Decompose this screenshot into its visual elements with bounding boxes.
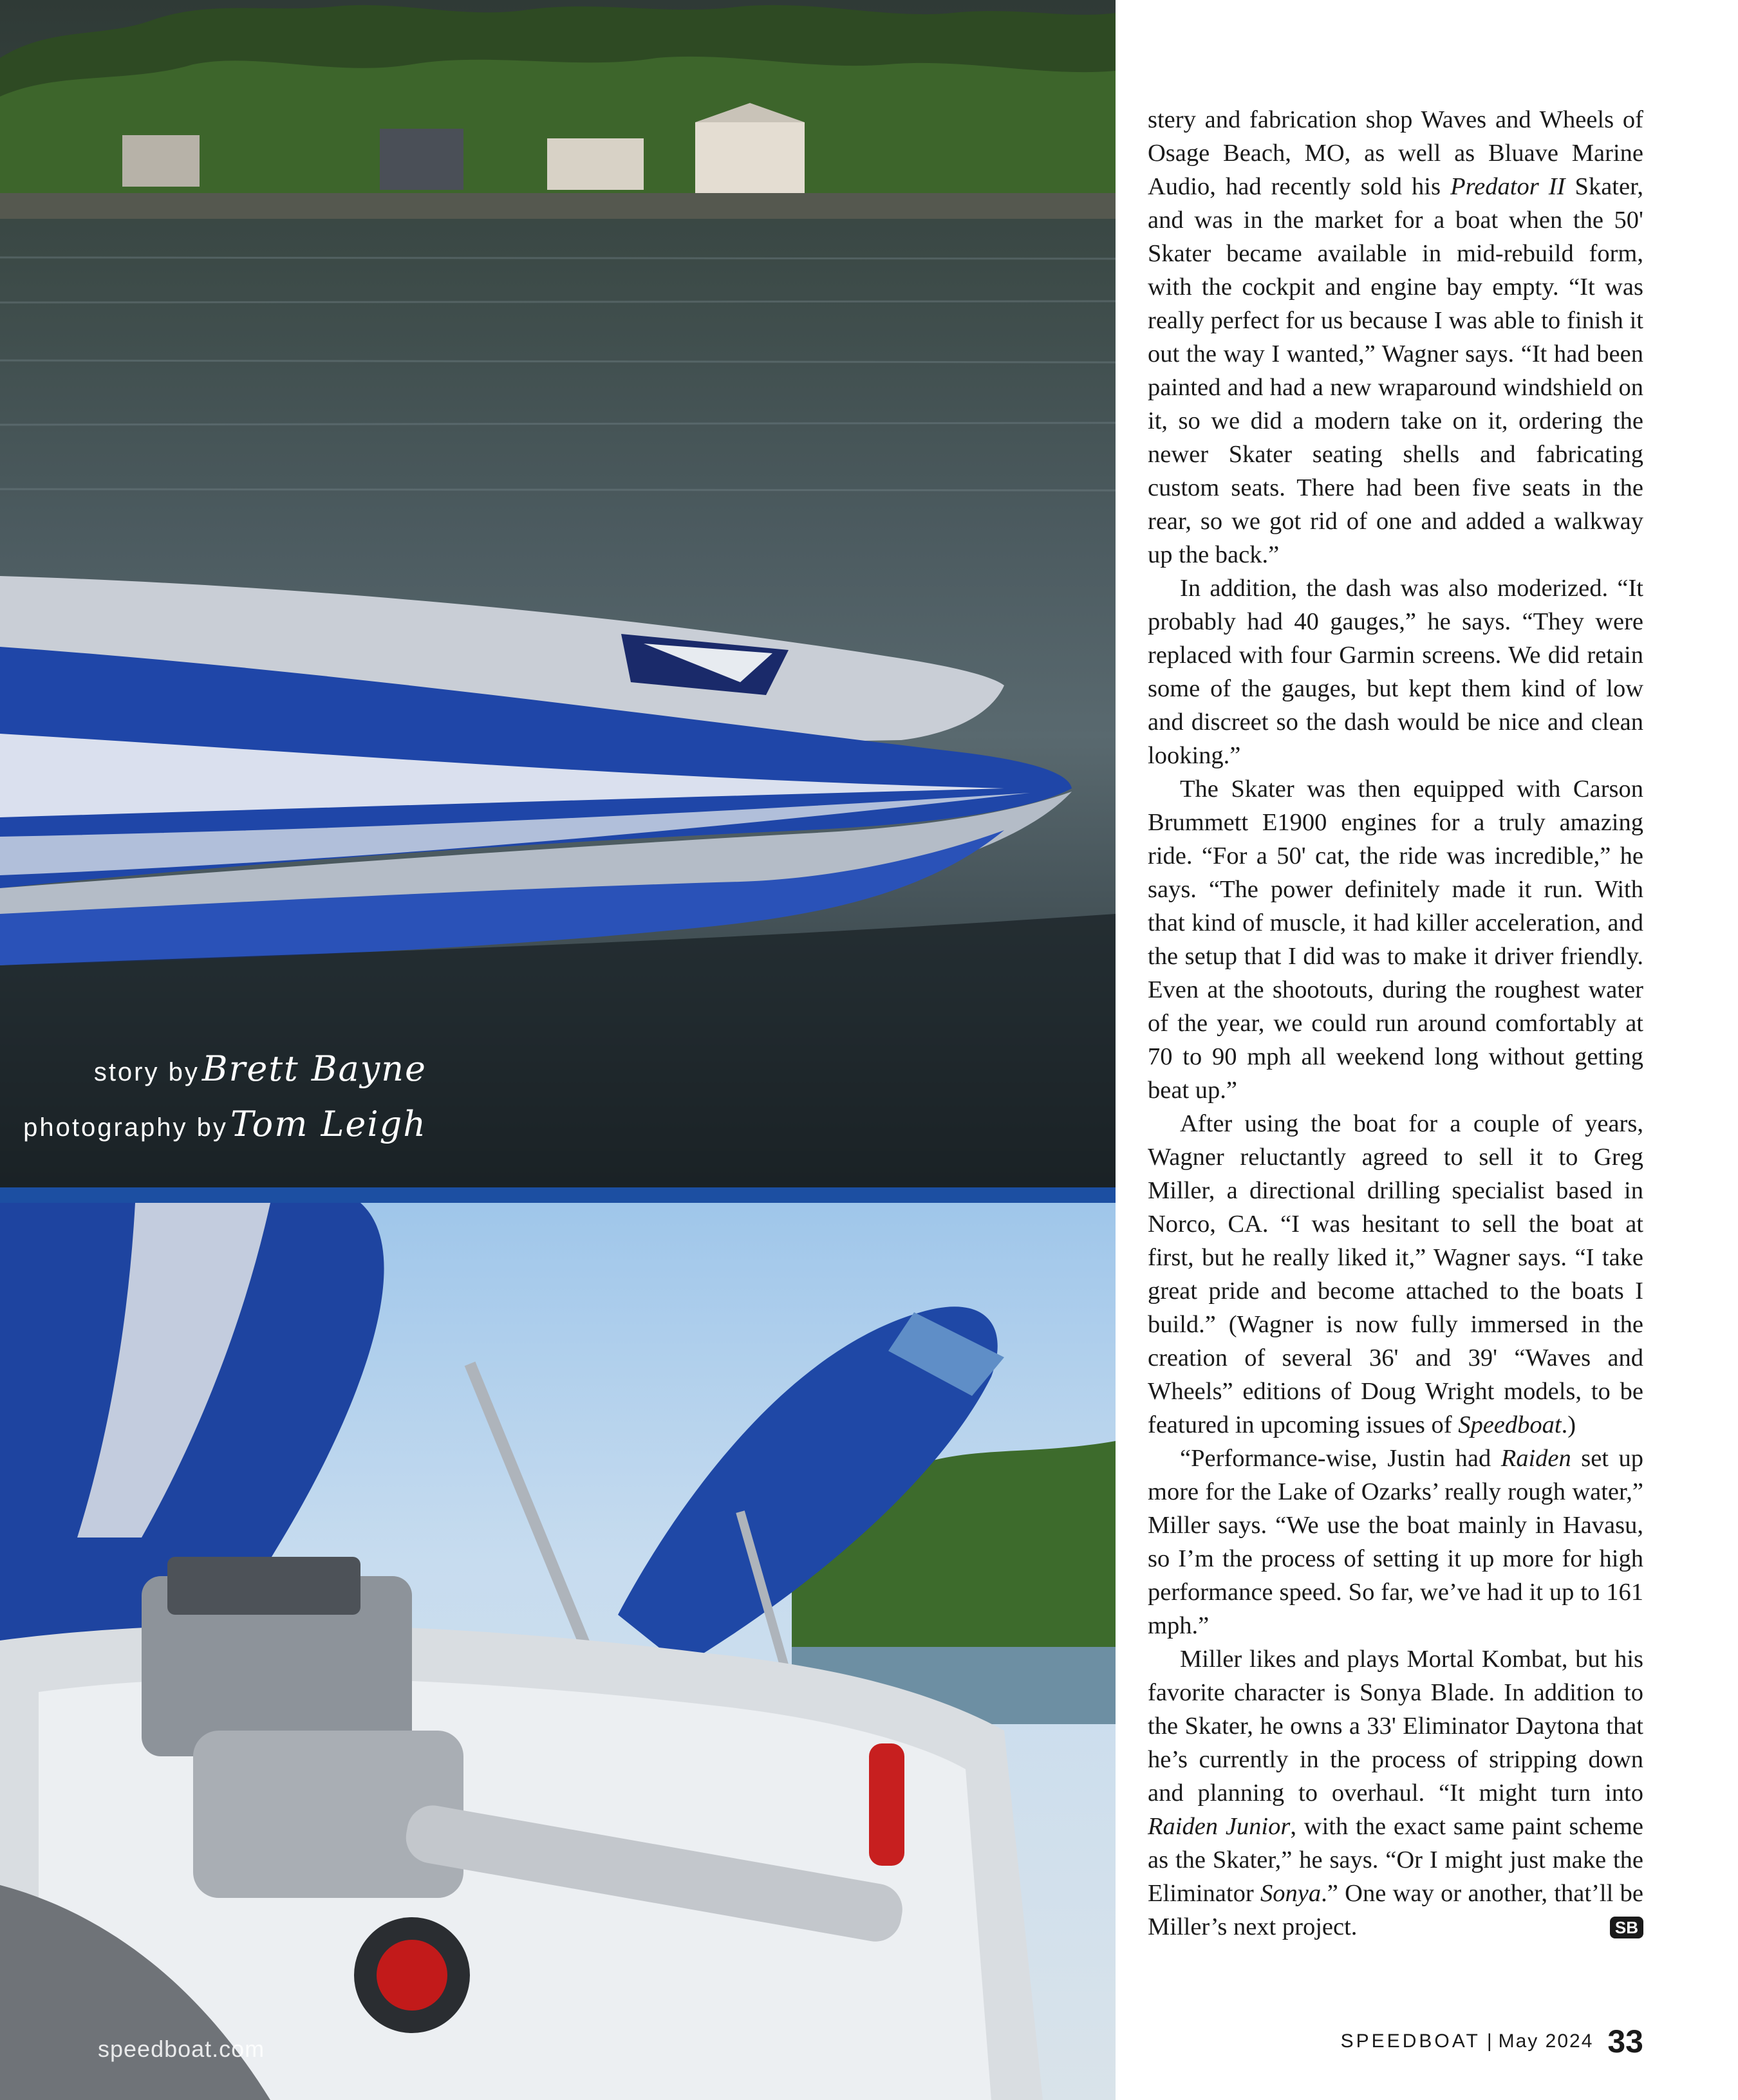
page-folio: [1341, 2023, 1643, 2060]
text-run: Skater, and was in the market for a boat when the 50' Skater became available in mid-rebuild form, with the cockpit and engine bay empty. “It was really perfect for us because I was able to finish it out the way I wanted,” Wagner says. “It had been painted and had a new wraparound windshield on it, so we did a modern take on it, ordering the newer Skater seating shells and fabricating custom seats. There had been five seats in the rear, so we got rid of one and added a walkway up the back.”: [1148, 173, 1643, 568]
article-body: [1148, 103, 1643, 1944]
article-paragraph-6: [1148, 1642, 1643, 1944]
hero-photo-boat-bow: [0, 0, 1116, 1187]
engine-bay-illustration: [0, 1203, 1116, 2100]
story-author: Brett Bayne: [201, 1048, 427, 1089]
text-run: The Skater was then equipped with Carson Brummett E1900 engines for a truly amazing ride. “For a 50' cat, the ride was incredible,” he says. “The power definitely made it run. With that kind of muscle, it had killer acceleration, and the setup that I did was to make it driver friendly. Even at the shootouts, during the roughest water of the year, we could run around comfortably at 70 to 90 mph all weekend long without getting beat up.”: [1148, 776, 1643, 1104]
boat-name-emphasis: Raiden Junior: [1148, 1813, 1291, 1840]
hero-photo-illustration: [0, 0, 1116, 1187]
photo-author: Tom Leigh: [230, 1104, 427, 1144]
folio-separator: |: [1486, 2030, 1492, 2052]
article-paragraph-2: [1148, 571, 1643, 772]
text-run: “Performance-wise, Justin had: [1180, 1445, 1501, 1472]
article-paragraph-3: [1148, 772, 1643, 1107]
text-run: , with the exact same paint scheme as the Skater,” he says. “Or I might just make the Eliminator: [1148, 1813, 1643, 1907]
issue-date: May 2024: [1498, 2030, 1594, 2052]
magazine-name: SPEEDBOAT: [1340, 2030, 1481, 2052]
engine-bay-photo: [0, 1203, 1116, 2100]
site-url: speedboat.com: [98, 2036, 265, 2062]
magazine-name-emphasis: Speedboat: [1458, 1411, 1562, 1438]
text-run: set up more for the Lake of Ozarks’ really rough water,” Miller says. “We use the boat mainly in Havasu, so I’m the process of setting it up more for high performance speed. So far, we’ve had it up to 161 mph.”: [1148, 1445, 1643, 1639]
boat-name-emphasis: Sonya: [1260, 1880, 1322, 1907]
photo-credit: [23, 1101, 427, 1157]
article-paragraph-4: [1148, 1107, 1643, 1442]
boat-name-emphasis: Predator II: [1450, 173, 1565, 200]
photo-divider: [0, 1187, 1116, 1203]
text-run: .” One way or another, that’ll be Miller’s next project.: [1148, 1880, 1643, 1940]
page-number: 33: [1607, 2023, 1643, 2059]
text-run: In addition, the dash was also moderized. “It probably had 40 gauges,” he says. “They were replaced with four Garmin screens. We did retain some of the gauges, but kept them kind of low and discreet so the dash would be nice and clean looking.”: [1148, 575, 1643, 769]
end-mark-badge: SB: [1610, 1917, 1643, 1938]
story-credit-label: story by: [93, 1058, 200, 1086]
photo-credits: [23, 1046, 427, 1157]
photo-credit-label: photography by: [23, 1113, 228, 1142]
text-run: After using the boat for a couple of years, Wagner reluctantly agreed to sell it to Greg Miller, a directional drilling specialist based in Norco, CA. “I was hesitant to sell the boat at first, but he really liked it,” Wagner says. “I take great pride and become attached to the boats I build.” (Wagner is now fully immersed in the creation of several 36' and 39' “Waves and Wheels” editions of Doug Wright models, to be featured in upcoming issues of: [1148, 1110, 1643, 1438]
text-run: .): [1561, 1411, 1576, 1438]
article-paragraph-1: [1148, 103, 1643, 571]
article-paragraph-5: [1148, 1442, 1643, 1642]
boat-name-emphasis: Raiden: [1500, 1445, 1571, 1472]
story-credit: [23, 1046, 427, 1101]
text-run: stery and fabrication shop Waves and Wheels of Osage Beach, MO, as well as Bluave Marine Audio, had recently sold his: [1148, 106, 1643, 200]
text-run: Miller likes and plays Mortal Kombat, but his favorite character is Sonya Blade. In addition to the Skater, he owns a 33' Eliminator Daytona that he’s currently in the process of stripping down and planning to overhaul. “It might turn into: [1148, 1646, 1643, 1807]
